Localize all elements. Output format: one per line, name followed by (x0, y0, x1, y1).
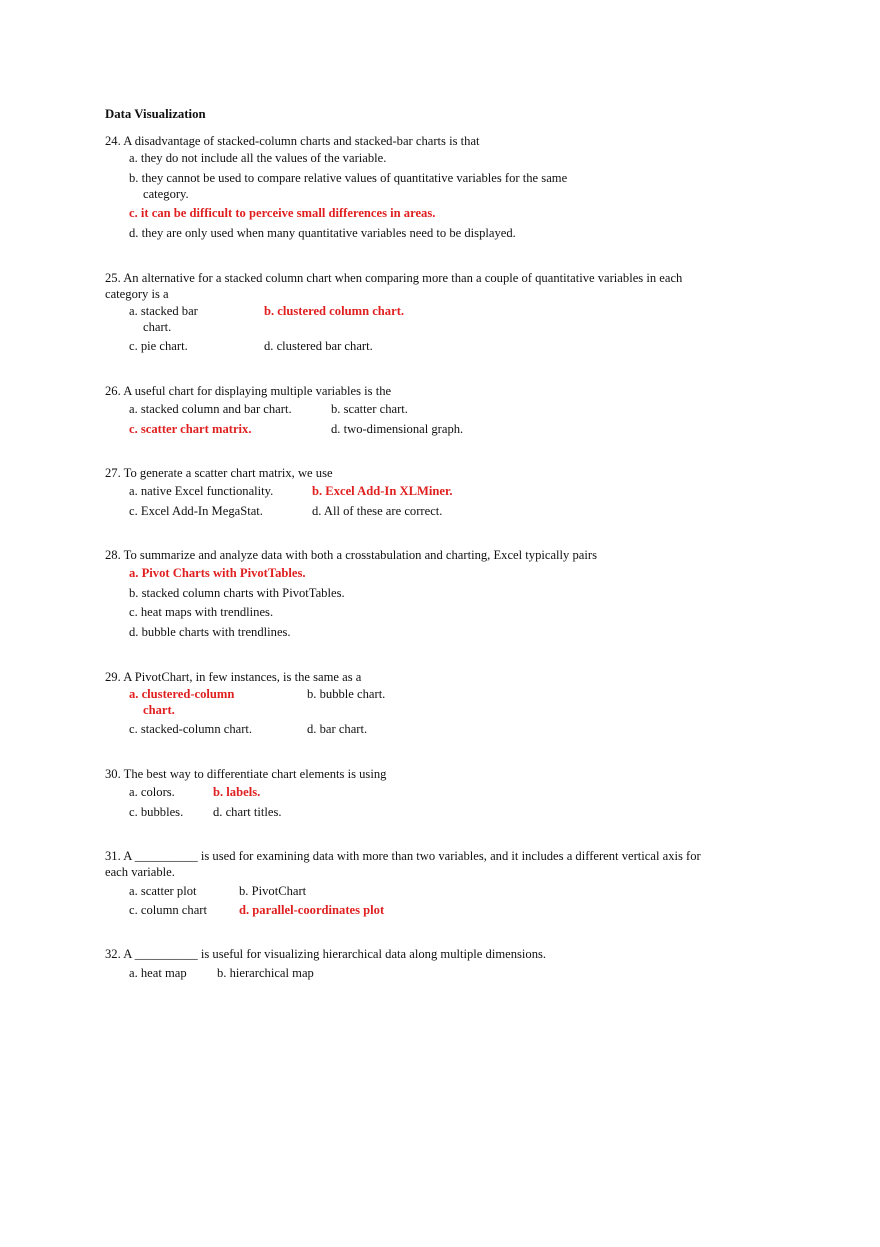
section-title: Data Visualization (105, 107, 206, 121)
question-28-option-c: c. heat maps with trendlines. (129, 605, 274, 619)
question-29-option-d: d. bar chart. (307, 722, 368, 736)
question-27-option-b-correct: b. Excel Add-In XLMiner. (312, 484, 453, 498)
question-31-stem-cont: each variable. (105, 865, 175, 879)
question-25-option-c: c. pie chart. (129, 339, 188, 353)
question-24-stem: 24. A disadvantage of stacked-column charts and stacked-bar charts is that (105, 134, 480, 148)
question-32-option-b: b. hierarchical map (217, 966, 314, 980)
question-29-stem: 29. A PivotChart, in few instances, is the same as a (105, 670, 362, 684)
question-25-option-d: d. clustered bar chart. (264, 339, 373, 353)
question-26-option-c-correct: c. scatter chart matrix. (129, 422, 252, 436)
question-24-option-b: b. they cannot be used to compare relative values of quantitative variables for the same (129, 171, 568, 185)
question-26-option-a: a. stacked column and bar chart. (129, 402, 292, 416)
question-24-option-d: d. they are only used when many quantitative variables need to be displayed. (129, 226, 516, 240)
question-28-option-a-correct: a. Pivot Charts with PivotTables. (129, 566, 306, 580)
question-27-option-c: c. Excel Add-In MegaStat. (129, 504, 263, 518)
question-25-option-a: a. stacked bar (129, 304, 198, 318)
question-24-option-a: a. they do not include all the values of the variable. (129, 151, 387, 165)
question-26-stem: 26. A useful chart for displaying multiple variables is the (105, 384, 392, 398)
question-30-option-d: d. chart titles. (213, 805, 282, 819)
question-31-option-c: c. column chart (129, 903, 207, 917)
question-29-option-a-correct-cont: chart. (143, 703, 175, 717)
question-30-stem: 30. The best way to differentiate chart elements is using (105, 767, 387, 781)
question-24-option-b-cont: category. (143, 187, 189, 201)
question-30-option-a: a. colors. (129, 785, 175, 799)
question-28-option-b: b. stacked column charts with PivotTables. (129, 586, 345, 600)
question-25-option-a-cont: chart. (143, 320, 172, 334)
question-29-option-a-correct: a. clustered-column (129, 687, 235, 701)
question-27-stem: 27. To generate a scatter chart matrix, we use (105, 466, 333, 480)
question-29-option-c: c. stacked-column chart. (129, 722, 253, 736)
question-27-option-d: d. All of these are correct. (312, 504, 443, 518)
question-32-stem: 32. A __________ is useful for visualizing hierarchical data along multiple dimensions. (105, 947, 547, 961)
question-28-stem: 28. To summarize and analyze data with both a crosstabulation and charting, Excel typically pairs (105, 548, 597, 562)
question-32-option-a: a. heat map (129, 966, 187, 980)
question-26-option-d: d. two-dimensional graph. (331, 422, 464, 436)
question-27-option-a: a. native Excel functionality. (129, 484, 274, 498)
question-26-option-b: b. scatter chart. (331, 402, 408, 416)
question-25-option-b-correct: b. clustered column chart. (264, 304, 405, 318)
question-24-option-c-correct: c. it can be difficult to perceive small differences in areas. (129, 206, 436, 220)
question-28-option-d: d. bubble charts with trendlines. (129, 625, 291, 639)
question-30-option-b-correct: b. labels. (213, 785, 261, 799)
question-31-option-d-correct: d. parallel-coordinates plot (239, 903, 385, 917)
question-31-option-b: b. PivotChart (239, 884, 307, 898)
question-31-option-a: a. scatter plot (129, 884, 197, 898)
question-31-stem: 31. A __________ is used for examining data with more than two variables, and it includes a different vertical axis for (105, 849, 701, 863)
question-25-stem-cont: category is a (105, 287, 169, 301)
question-25-stem: 25. An alternative for a stacked column chart when comparing more than a couple of quantitative variables in each (105, 271, 683, 285)
question-29-option-b: b. bubble chart. (307, 687, 386, 701)
question-30-option-c: c. bubbles. (129, 805, 184, 819)
